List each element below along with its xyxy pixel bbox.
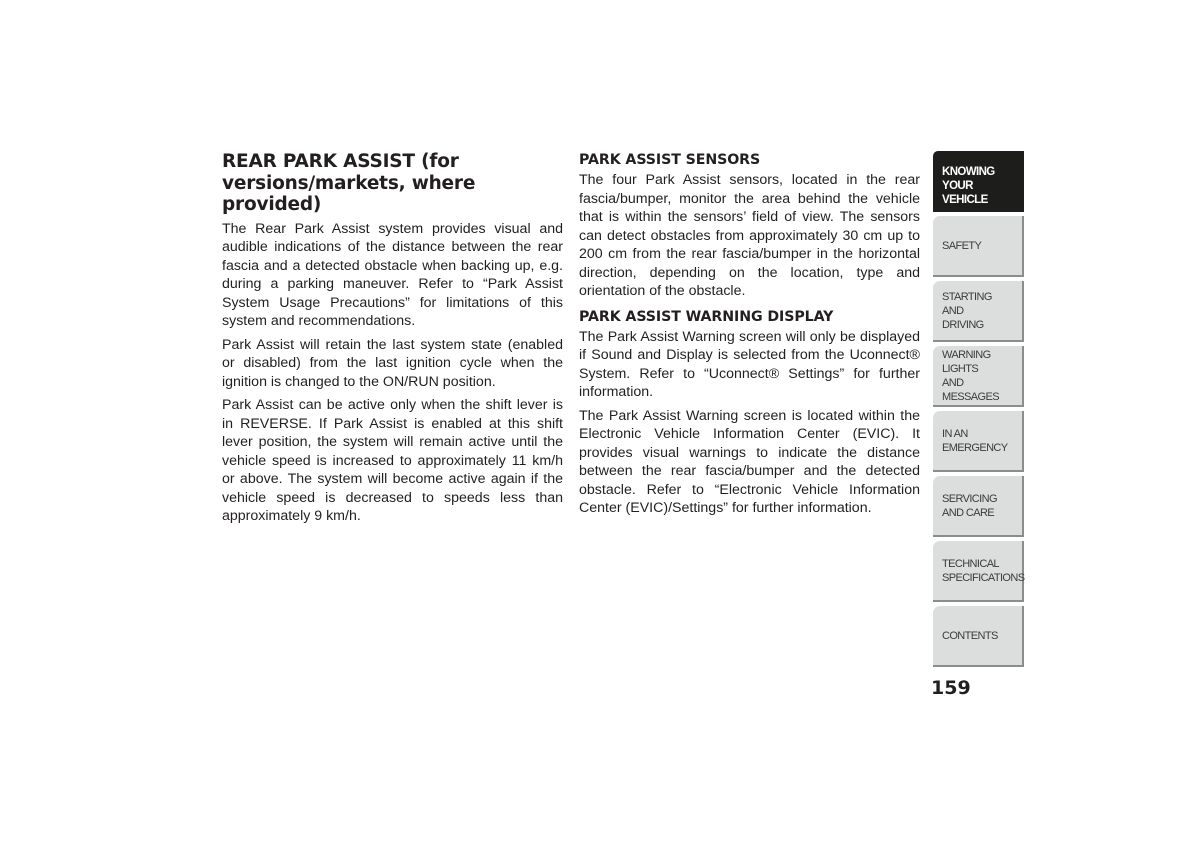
- right-column: [579, 151, 920, 523]
- section-heading-park-assist-warning-display: PARK ASSIST WARNING DISPLAY: [579, 308, 834, 325]
- paragraph: Park Assist will retain the last system state (enabled or disabled) from the last ignition cycle when the ignition is changed to the ON/RUN position.: [222, 336, 563, 390]
- paragraph: The Rear Park Assist system provides visual and audible indications of the distance between the rear fascia and a detected obstacle when backing up, e.g. during a parking maneuver. Refer to “Park Assist System Usage Precautions” for limitations of this system and recommendations.: [222, 220, 563, 329]
- chapter-tabs: [933, 151, 1024, 671]
- tab-contents[interactable]: [933, 606, 1024, 667]
- tab-label: KNOWING YOUR VEHICLE: [942, 166, 995, 206]
- tab-label: IN AN EMERGENCY: [942, 427, 1008, 454]
- tab-warning-lights-and-messages[interactable]: [933, 346, 1024, 407]
- tab-label: SERVICING AND CARE: [942, 492, 997, 519]
- left-column: [222, 151, 563, 531]
- paragraph: Park Assist can be active only when the shift lever is in REVERSE. If Park Assist is enabled at this shift lever position, the system will remain active until the vehicle speed is increased to approximately 11 km/h or above. The system will become active again if the vehicle speed is decreased to speeds less than approximately 9 km/h.: [222, 397, 563, 524]
- tab-label: CONTENTS: [942, 629, 998, 642]
- tab-servicing-and-care[interactable]: [933, 476, 1024, 537]
- tab-label: TECHNICAL SPECIFICATIONS: [942, 557, 1025, 584]
- tab-starting-and-driving[interactable]: [933, 281, 1024, 342]
- paragraph: The Park Assist Warning screen is located within the Electronic Vehicle Information Center (EVIC). It provides visual warnings to indicate the distance between the rear fascia/bumper and the detected obstacle. Refer to “Electronic Vehicle Information Center (EVIC)/Settings” for further information.: [579, 407, 920, 516]
- paragraph: The Park Assist Warning screen will only be displayed if Sound and Display is selected from the Uconnect® System. Refer to “Uconnect® Settings” for further information.: [579, 328, 920, 400]
- paragraph: The four Park Assist sensors, located in the rear fascia/bumper, monitor the area behind the vehicle that is within the sensors’ field of view. The sensors can detect obstacles from approximately 30 cm up to 200 cm from the rear fascia/bumper in the horizontal direction, depending on the location, type and orientation of the obstacle.: [579, 172, 920, 299]
- page-number: 159: [931, 677, 971, 699]
- tab-label: SAFETY: [942, 239, 982, 252]
- tab-knowing-your-vehicle[interactable]: [933, 151, 1024, 212]
- tab-label: STARTING AND DRIVING: [942, 290, 992, 331]
- section-heading-park-assist-sensors: PARK ASSIST SENSORS: [579, 152, 761, 168]
- tab-label: WARNING LIGHTS AND MESSAGES: [942, 348, 999, 403]
- tab-safety[interactable]: [933, 216, 1024, 277]
- tab-technical-specifications[interactable]: [933, 541, 1024, 602]
- section-heading-rear-park-assist: REAR PARK ASSIST (for versions/markets, where provided): [222, 151, 476, 215]
- tab-in-an-emergency[interactable]: [933, 411, 1024, 472]
